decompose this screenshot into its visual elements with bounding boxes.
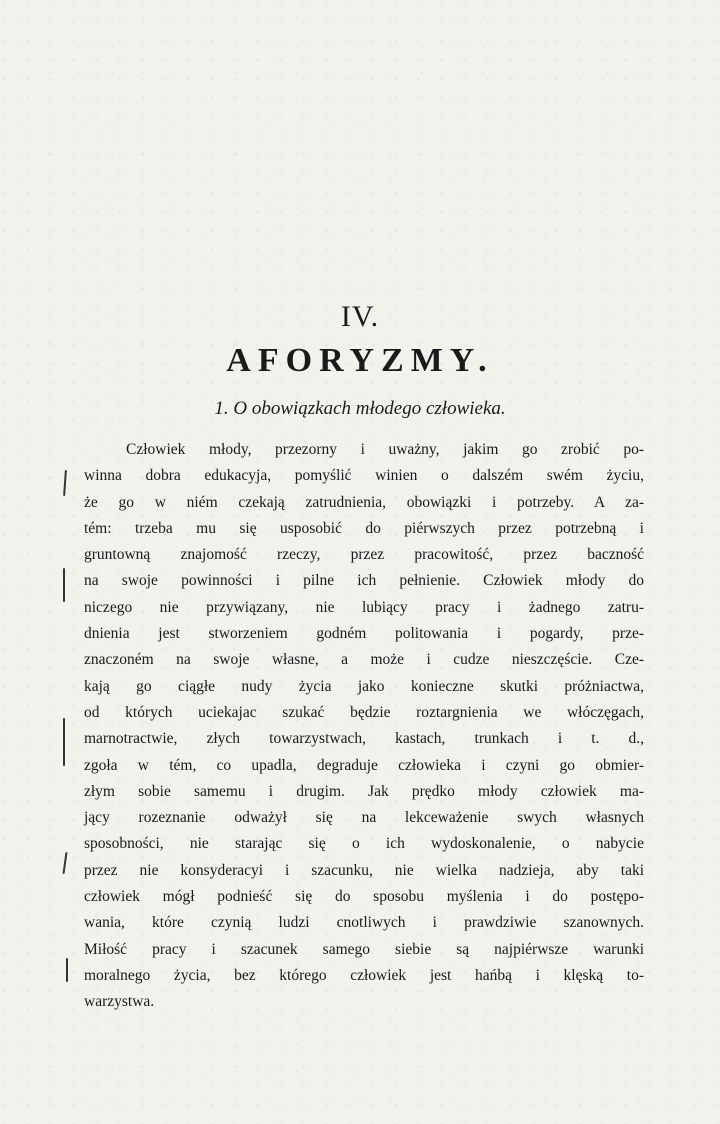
text-line: Człowiek młody, przezorny i uważny, jakim go zrobić po- xyxy=(126,441,644,458)
text-line: moralnego życia, bez którego człowiek jest hańbą i klęską to- xyxy=(84,966,644,984)
text-line: marnotractwie, złych towarzystwach, kastach, trunkach i t. d., xyxy=(84,730,644,748)
text-line: na swoje powinności i pilne ich pełnienie. Człowiek młody do xyxy=(84,572,644,590)
margin-mark xyxy=(63,568,65,602)
text-line: kają go ciągłe nudy życia jako konieczne skutki próżniactwa, xyxy=(84,677,644,695)
margin-mark xyxy=(63,470,67,496)
text-line: Miłość pracy i szacunek samego siebie są najpiérwsze warunki xyxy=(84,940,644,958)
text-line: wania, które czynią ludzi cnotliwych i prawdziwie szanownych. xyxy=(84,914,644,932)
text-line: znaczoném na swoje własne, a może i cudze nieszczęście. Cze- xyxy=(84,651,644,669)
text-line: gruntowną znajomość rzeczy, przez pracowitość, przez baczność xyxy=(84,546,644,564)
body-paragraph xyxy=(84,437,644,1016)
text-line: sposobności, nie starając się o ich wydoskonalenie, o nabycie xyxy=(84,835,644,853)
text-line: że go w niém czekają zatrudnienia, obowiązki i potrzeby. A za- xyxy=(84,493,644,511)
chapter-number: IV. xyxy=(340,300,380,333)
text-line: zgoła w tém, co upadla, degraduje człowieka i czyni go obmier- xyxy=(84,756,644,774)
text-line: tém: trzeba mu się usposobić do piérwszych przez potrzebną i xyxy=(84,519,644,537)
text-line: przez nie konsyderacyi i szacunku, nie wielka nadzieja, aby taki xyxy=(84,861,644,879)
text-line: od których uciekajac szukać będzie roztargnienia we włóczęgach, xyxy=(84,703,644,721)
chapter-title: AFORYZMY. xyxy=(226,342,494,379)
text-line: winna dobra edukacyja, pomyślić winien o dalszém swém życiu, xyxy=(84,467,644,485)
text-line: jący rozeznanie odważył się na lekceważenie swych własnych xyxy=(84,809,644,827)
margin-mark xyxy=(62,852,67,874)
margin-mark xyxy=(66,958,68,982)
text-line: dnienia jest stworzeniem godném politowania i pogardy, prze- xyxy=(84,625,644,643)
text-line: człowiek mógł podnieść się do sposobu myślenia i do postępo- xyxy=(84,888,644,906)
margin-mark xyxy=(63,718,65,766)
text-line: niczego nie przywiązany, nie lubiący pracy i żadnego zatru- xyxy=(84,598,644,616)
text-line: warzystwa. xyxy=(84,993,155,1011)
text-line: złym sobie samemu i drugim. Jak prędko młody człowiek ma- xyxy=(84,782,644,800)
section-heading: 1. O obowiązkach młodego człowieka. xyxy=(214,398,506,419)
